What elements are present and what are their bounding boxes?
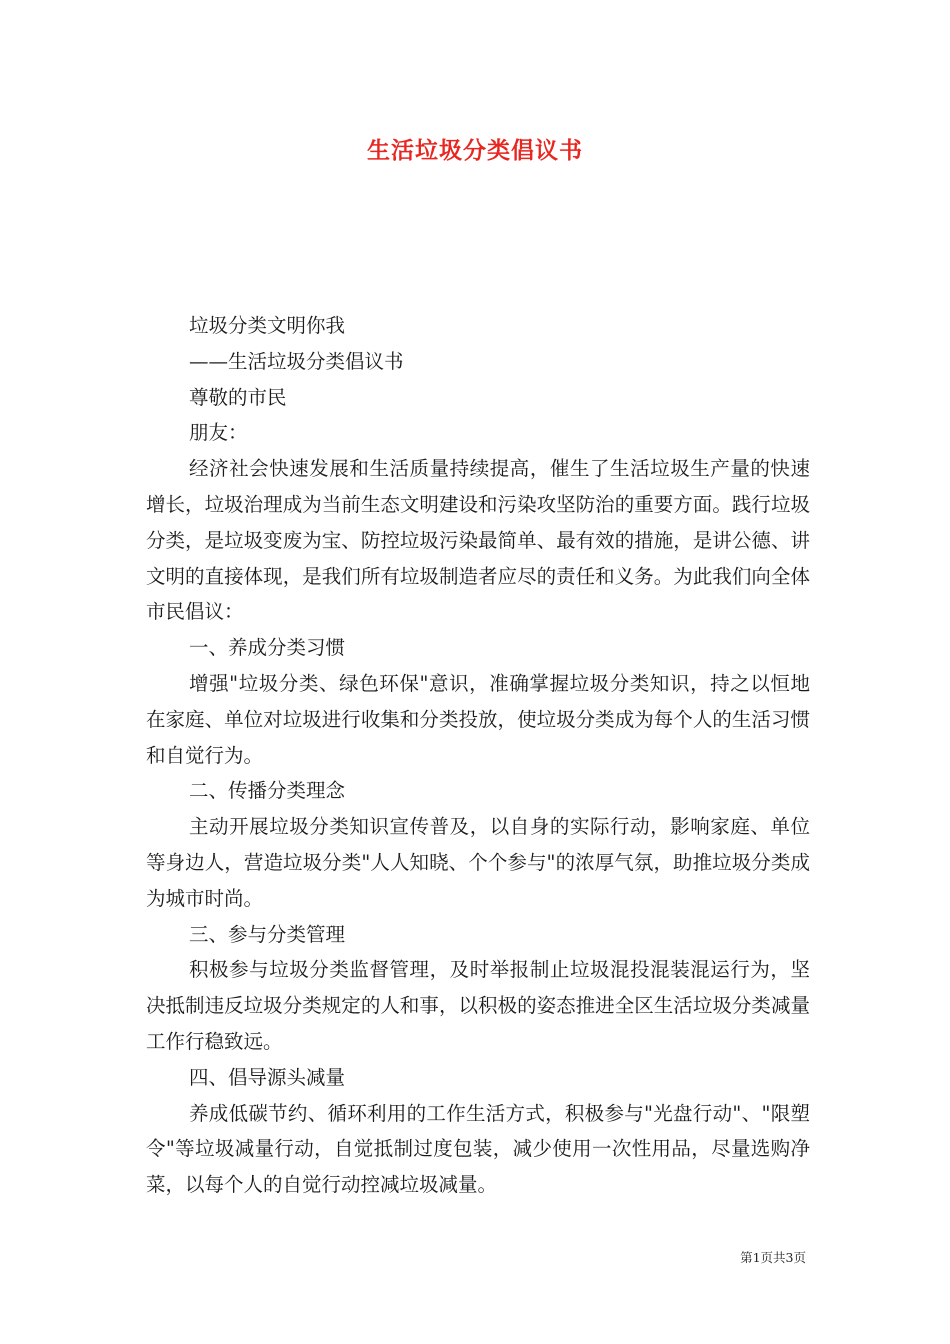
section-paragraph: 主动开展垃圾分类知识宣传普及，以自身的实际行动，影响家庭、单位等身边人，营造垃圾分类"人人知晓、个个参与"的浓厚气氛，助推垃圾分类成为城市时尚。 [146, 815, 810, 910]
section-paragraph: 增强"垃圾分类、绿色环保"意识，准确掌握垃圾分类知识，持之以恒地在家庭、单位对垃圾进行收集和分类投放，使垃圾分类成为每个人的生活习惯和自觉行为。 [146, 671, 810, 767]
page-number: 第1页共3页 [740, 1250, 806, 1265]
salutation-line: 尊敬的市民 [189, 385, 287, 409]
section-paragraph: 养成低碳节约、循环利用的工作生活方式，积极参与"光盘行动"、"限塑令"等垃圾减量行动，自觉抵制过度包装，减少使用一次性用品，尽量选购净菜，以每个人的自觉行动控减垃圾减量。 [146, 1101, 810, 1197]
section-heading: 三、参与分类管理 [189, 922, 346, 946]
subtitle-line: ——生活垃圾分类倡议书 [189, 349, 404, 373]
subtitle-line: 垃圾分类文明你我 [189, 314, 346, 337]
salutation-line: 朋友： [189, 421, 248, 445]
section-heading: 一、养成分类习惯 [189, 636, 346, 660]
intro-paragraph: 经济社会快速发展和生活质量持续提高，催生了生活垃圾生产量的快速增长，垃圾治理成为当前生态文明建设和污染攻坚防治的重要方面。践行垃圾分类，是垃圾变废为宝、防控垃圾污染最简单、最有效的措施，是讲公德、讲文明的直接体现，是我们所有垃圾制造者应尽的责任和义务。为此我们向全体市民倡议： [146, 457, 810, 624]
section-paragraph: 积极参与垃圾分类监督管理，及时举报制止垃圾混投混装混运行为，坚决抵制违反垃圾分类规定的人和事，以积极的姿态推进全区生活垃圾分类减量工作行稳致远。 [146, 958, 810, 1053]
section-heading: 二、传播分类理念 [189, 779, 346, 803]
document-title: 生活垃圾分类倡议书 [367, 137, 583, 164]
document-body [146, 308, 810, 1203]
section-heading: 四、倡导源头减量 [189, 1065, 346, 1089]
